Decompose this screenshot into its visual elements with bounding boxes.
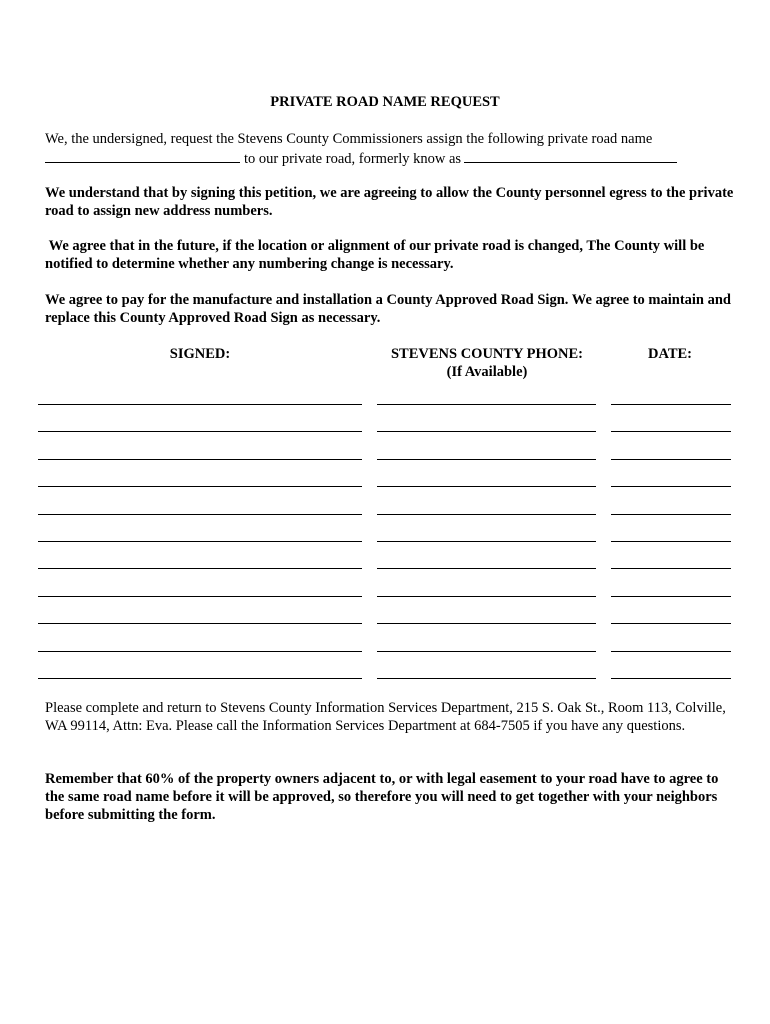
phone-column-header [372,345,602,381]
signature-line[interactable] [38,514,362,515]
phone-line[interactable] [377,431,596,432]
road-sign-paragraph: We agree to pay for the manufacture and installation a County Approved Road Sign. We agree to maintain and replace this County Approved Road Sign as necessary. [45,292,731,326]
phone-header-label: STEVENS COUNTY PHONE: [390,346,584,362]
date-line[interactable] [611,404,731,405]
new-road-name-blank[interactable] [45,148,240,163]
phone-line[interactable] [377,596,596,597]
phone-line[interactable] [377,541,596,542]
phone-line[interactable] [377,651,596,652]
signature-row [0,459,770,460]
signature-row [0,431,770,432]
signature-row [0,651,770,652]
signature-line[interactable] [38,568,362,569]
date-line[interactable] [611,651,731,652]
signature-line[interactable] [38,459,362,460]
phone-line[interactable] [377,568,596,569]
signature-row [0,486,770,487]
intro-line-2 [45,148,677,168]
egress-paragraph: We understand that by signing this petition, we are agreeing to allow the County personnel egress to the private road to assign new address numbers. [45,185,734,219]
alignment-paragraph: We agree that in the future, if the location or alignment of our private road is changed, The County will be notified to determine whether any numbering change is necessary. [45,238,708,272]
signature-line[interactable] [38,623,362,624]
reminder-paragraph: Remember that 60% of the property owners adjacent to, or with legal easement to your road have to agree to the same road name before it will be approved, so therefore you will need to get together with your neighbors before submitting the form. [45,771,719,823]
phone-line[interactable] [377,404,596,405]
date-line[interactable] [611,568,731,569]
signed-column-header: SIGNED: [169,346,231,362]
signature-line[interactable] [38,651,362,652]
signature-row [0,596,770,597]
signature-row [0,404,770,405]
signature-line[interactable] [38,431,362,432]
date-line[interactable] [611,514,731,515]
signature-row [0,678,770,679]
signature-row [0,514,770,515]
date-line[interactable] [611,541,731,542]
date-line[interactable] [611,678,731,679]
phone-line[interactable] [377,678,596,679]
signature-line[interactable] [38,541,362,542]
phone-header-sublabel: (If Available) [446,364,528,380]
intro-line-2-text: to our private road, formerly know as [244,151,462,167]
intro-line-1: We, the undersigned, request the Stevens County Commissioners assign the following private road name [45,131,653,147]
phone-line[interactable] [377,623,596,624]
signature-line[interactable] [38,486,362,487]
signature-line[interactable] [38,596,362,597]
signature-line[interactable] [38,678,362,679]
phone-line[interactable] [377,486,596,487]
form-title: PRIVATE ROAD NAME REQUEST [270,94,500,110]
phone-line[interactable] [377,459,596,460]
former-road-name-blank[interactable] [464,148,677,163]
signature-row [0,541,770,542]
return-instructions: Please complete and return to Stevens County Information Services Department, 215 S. Oak St., Room 113, Colville, WA 99114, Attn: Eva. Please call the Information Services Department at 684-7505 if you have any questions. [45,700,726,734]
signature-row [0,568,770,569]
date-line[interactable] [611,596,731,597]
phone-line[interactable] [377,514,596,515]
signature-row [0,623,770,624]
date-line[interactable] [611,431,731,432]
signature-line[interactable] [38,404,362,405]
date-line[interactable] [611,486,731,487]
date-line[interactable] [611,459,731,460]
date-column-header: DATE: [647,346,693,362]
date-line[interactable] [611,623,731,624]
